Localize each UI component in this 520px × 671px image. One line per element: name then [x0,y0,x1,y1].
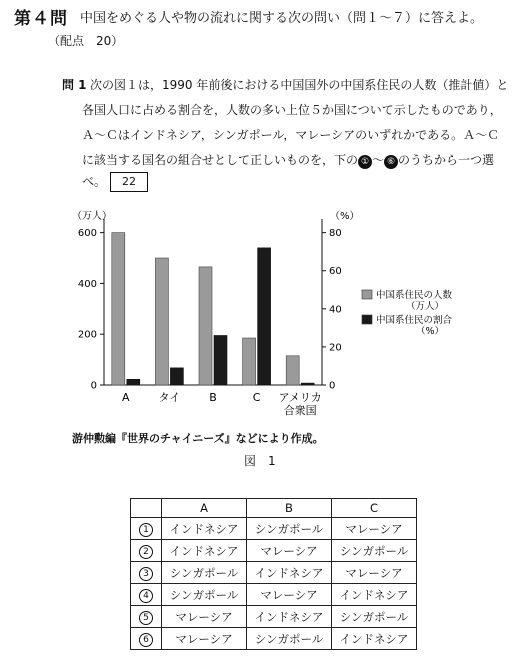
option-row[interactable] [131,562,417,584]
option-cell-a: シンガポール [162,584,247,606]
answer-options-table [130,498,417,650]
x-category-label: A [122,391,130,404]
bar-population [286,356,299,385]
right-axis-tick-label: 20 [329,342,342,354]
right-axis-unit: （%） [330,211,360,222]
right-axis-tick-label: 80 [329,228,342,240]
marker-range-tilde: ～ [372,153,385,167]
x-category-label: アメリカ [278,391,322,404]
left-axis-tick-label: 0 [90,380,97,392]
x-category-label: タイ [158,391,181,404]
option-marker[interactable]: 5 [139,611,153,625]
option-cell-a: インドネシア [162,540,247,562]
options-header-b: B [247,499,332,518]
left-axis-tick-label: 200 [77,329,97,341]
bar-share [170,368,183,385]
question-text-line-4 [82,151,494,169]
x-category-label: C [252,391,261,404]
source-note: 游仲勲編『世界のチャイニーズ』などにより作成。 [72,432,324,445]
option-marker[interactable]: 3 [139,567,153,581]
legend-label: 中国系住民の割合 [376,315,453,326]
options-header-a: A [162,499,247,518]
question-text-line-1: 次の図１は，1990 年前後における中国国外の中国系住民の人数（推計値）と [90,78,509,92]
answer-number-box: 22 [110,172,148,192]
problem-number: 第４問 [14,9,68,29]
option-cell-b: マレーシア [247,584,332,606]
legend-label: （万人） [405,301,444,312]
option-cell-b: インドネシア [247,562,332,584]
option-cell-c: シンガポール [332,606,417,628]
legend-label: 中国系住民の人数 [376,290,453,301]
bar-population [155,258,168,385]
option-marker-cell [131,540,162,562]
left-axis-unit: （万人） [72,211,112,222]
option-cell-b: マレーシア [247,540,332,562]
option-cell-c: シンガポール [332,540,417,562]
option-cell-b: シンガポール [247,518,332,540]
options-header-row [131,499,417,518]
option-cell-a: マレーシア [162,628,247,650]
bar-population [243,338,256,385]
option-marker[interactable]: 6 [139,633,153,647]
option-marker-cell [131,584,162,606]
problem-instruction: 中国をめぐる人や物の流れに関する次の問い（問１～７）に答えよ。 [80,11,484,26]
option-cell-c: インドネシア [332,628,417,650]
option-marker[interactable]: 2 [139,545,153,559]
question-text-line-5-text: べ。 [82,174,107,189]
option-row[interactable] [131,540,417,562]
question-text-line-2: 各国人口に占める割合を，人数の多い上位５か国について示したものであり， [82,103,502,117]
option-marker-cell [131,606,162,628]
question-text-line-5 [82,172,148,192]
option-marker[interactable]: 4 [139,589,153,603]
options-header-c: C [332,499,417,518]
option-cell-b: インドネシア [247,606,332,628]
option-cell-a: インドネシア [162,518,247,540]
legend-label: （%） [415,326,444,337]
option-marker-cell [131,562,162,584]
option-marker[interactable]: 1 [139,523,153,537]
option-cell-c: インドネシア [332,584,417,606]
x-category-label: 合衆国 [283,404,317,417]
question-label: 問 1 [62,78,87,92]
option-marker-cell [131,518,162,540]
option-cell-c: マレーシア [332,518,417,540]
right-axis-tick-label: 40 [329,304,342,316]
option-cell-a: シンガポール [162,562,247,584]
option-cell-a: マレーシア [162,606,247,628]
right-axis-tick-label: 0 [329,380,336,392]
points-allocation: （配点 20） [48,34,124,48]
bar-share [258,248,271,385]
right-axis-tick-label: 60 [329,266,342,278]
legend-swatch [362,315,372,324]
question-text-line-4-end: のうちから一つ選 [398,153,495,167]
question-text-line-4-start: に該当する国名の組合せとして正しいものを，下の [82,153,359,167]
figure-caption: 図 1 [244,454,276,468]
bar-share [301,383,314,385]
option-row[interactable] [131,584,417,606]
bar-population [199,267,212,385]
legend-swatch [362,290,372,299]
bar-share [214,335,227,385]
bar-population [112,233,125,385]
option-cell-c: マレーシア [332,562,417,584]
option-cell-b: シンガポール [247,628,332,650]
option-marker-first: ① [358,155,372,169]
x-category-label: B [209,391,217,404]
option-marker-cell [131,628,162,650]
option-row[interactable] [131,606,417,628]
option-row[interactable] [131,518,417,540]
option-row[interactable] [131,628,417,650]
question-text-line-3: Ａ～Ｃはインドネシア，シンガポール，マレーシアのいずれかである。Ａ～Ｃ [82,128,500,142]
bar-share [127,379,140,385]
left-axis-tick-label: 400 [77,278,97,290]
figure-1-chart [0,205,520,427]
options-header-blank [131,499,162,518]
option-marker-last: ⑥ [384,155,398,169]
left-axis-tick-label: 600 [77,228,97,240]
